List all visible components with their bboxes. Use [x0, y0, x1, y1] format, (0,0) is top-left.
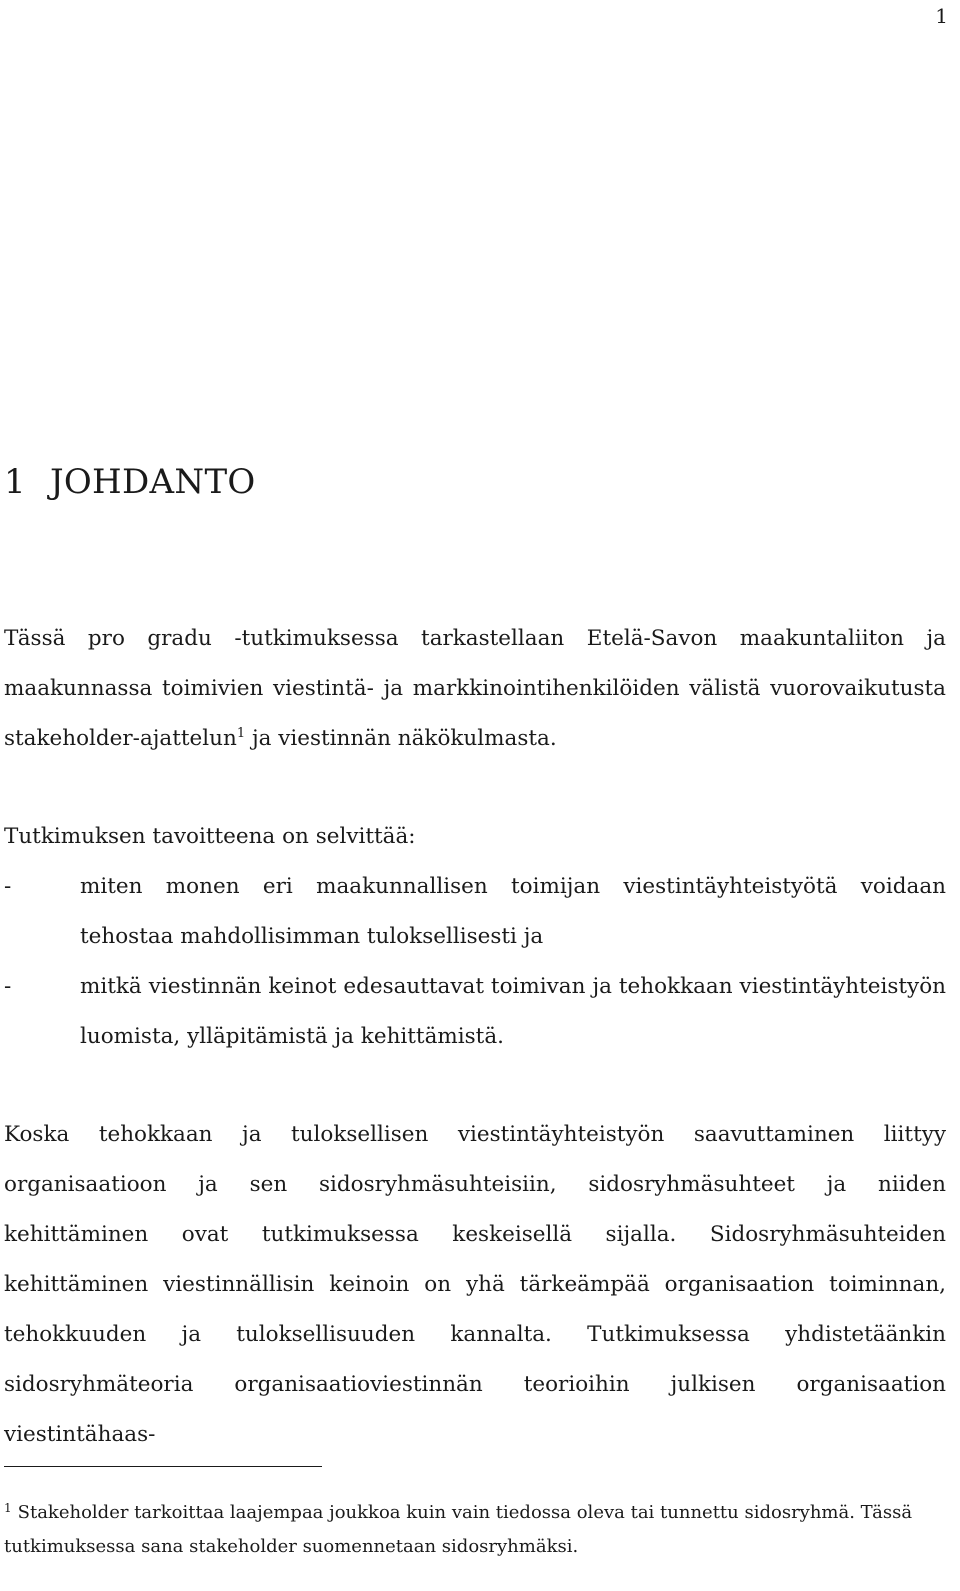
chapter-heading	[4, 462, 256, 502]
list-item	[4, 862, 946, 962]
intro-paragraph	[4, 614, 946, 764]
goals-lead: Tutkimuksen tavoitteena on selvittää:	[4, 824, 416, 849]
footnote-marker: 1	[4, 1501, 12, 1515]
intro-text: Tässä pro gradu -tutkimuksessa tarkastellaan Etelä-Savon maakuntaliiton ja maakunnassa toimivien viestintä- ja markkinointihenkilöiden välistä vuorovaikutusta stakeholder-ajattelun	[4, 626, 946, 751]
intro-text-end: ja viestinnän näkökulmasta.	[245, 726, 557, 751]
footnote-divider	[4, 1466, 322, 1467]
list-marker: -	[4, 874, 12, 899]
chapter-title: JOHDANTO	[49, 462, 256, 502]
goals-list	[4, 862, 946, 1062]
footnote-reference: 1	[236, 726, 246, 741]
page-number: 1	[935, 4, 948, 28]
list-item	[4, 962, 946, 1062]
chapter-number: 1	[4, 462, 26, 502]
footnote-text: Stakeholder tarkoittaa laajempaa joukkoa kuin vain tiedossa oleva tai tunnettu sidosryhmä. Tässä tutkimuksessa sana stakeholder suomennetaan sidosryhmäksi.	[4, 1502, 913, 1557]
body-paragraph: Koska tehokkaan ja tuloksellisen viestintäyhteistyön saavuttaminen liittyy organisaatioon ja sen sidosryhmäsuhteisiin, sidosryhmäsuhteet ja niiden kehittäminen ovat tutkimuksessa keskeisellä sijalla. Sidosryhmäsuhteiden kehittäminen viestinnällisin keinoin on yhä tärkeämpää organisaation toiminnan, tehokkuuden ja tuloksellisuuden kannalta. Tutkimuksessa yhdistetäänkin sidosryhmäteoria organisaatioviestinnän teorioihin julkisen organisaation viestintähaas-	[4, 1122, 946, 1447]
footnote	[4, 1496, 946, 1564]
list-item-text: miten monen eri maakunnallisen toimijan viestintäyhteistyötä voidaan tehostaa mahdollisimman tuloksellisesti ja	[80, 874, 946, 949]
list-marker: -	[4, 974, 12, 999]
list-item-text: mitkä viestinnän keinot edesauttavat toimivan ja tehokkaan viestintäyhteistyön luomista, ylläpitämistä ja kehittämistä.	[80, 974, 946, 1049]
